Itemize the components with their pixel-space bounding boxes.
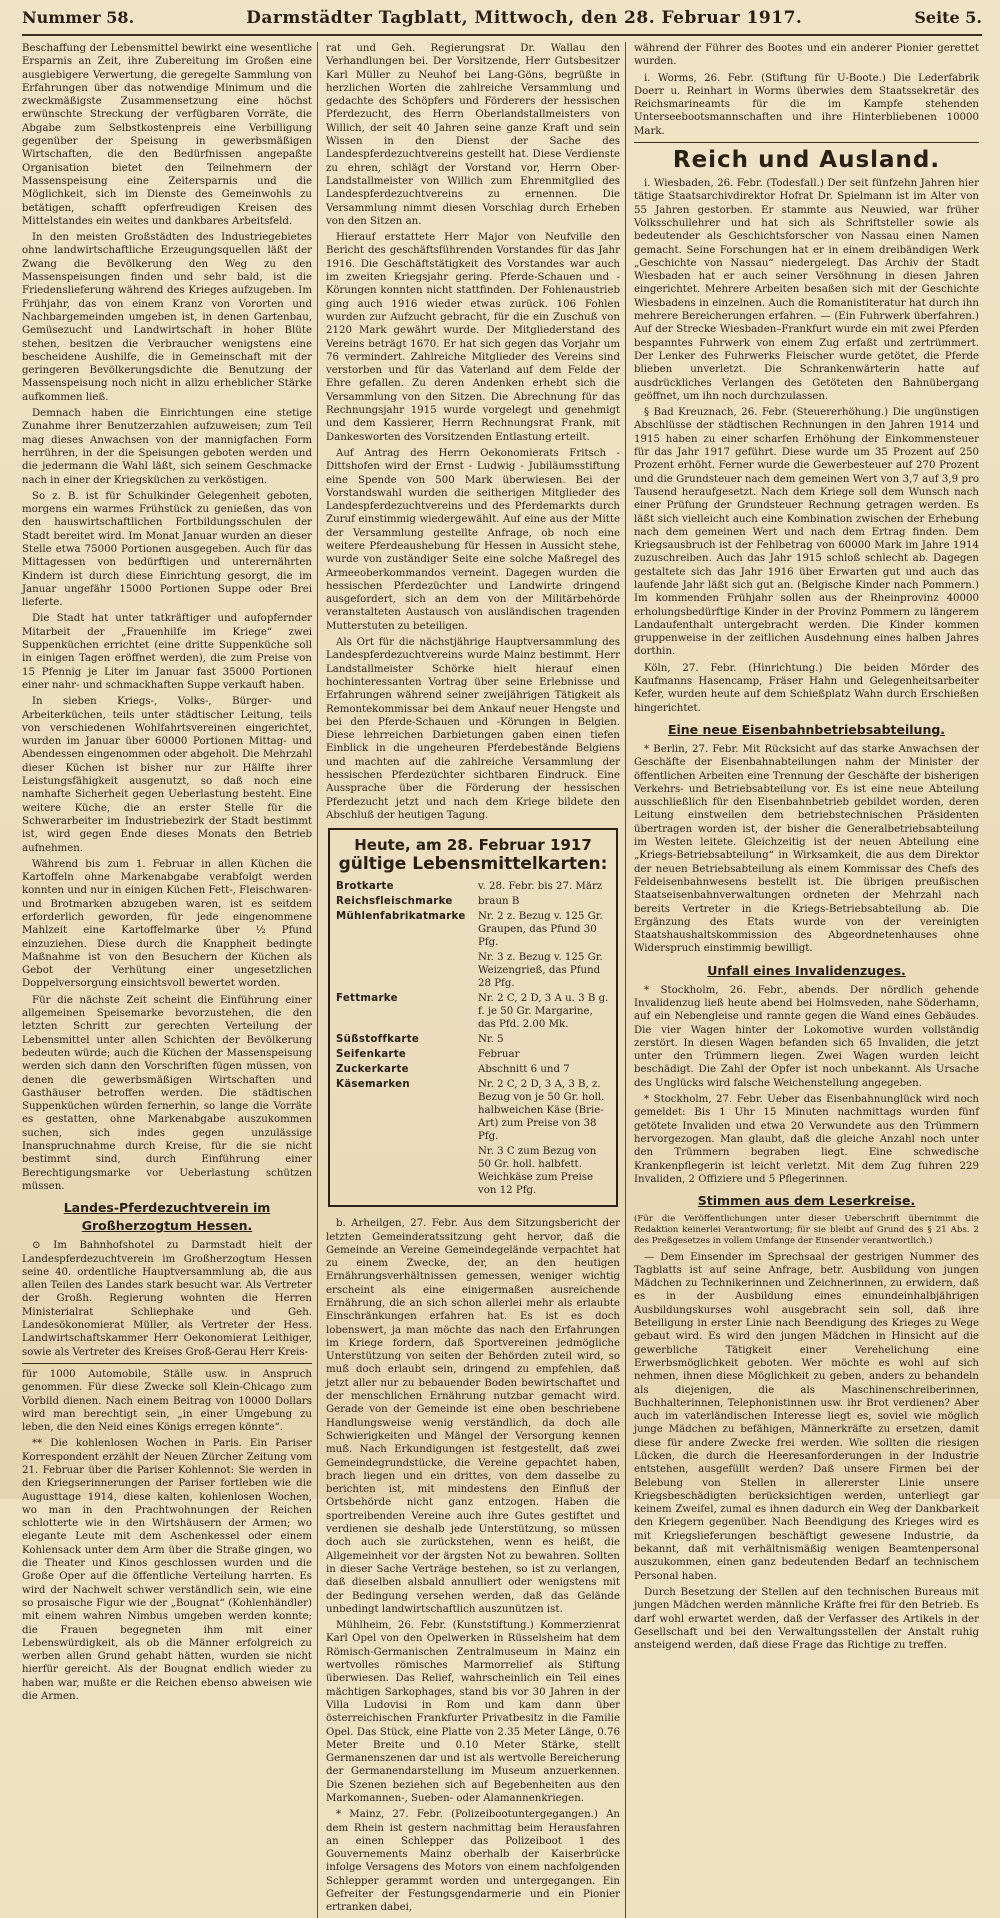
paper-title: Darmstädter Tagblatt, Mittwoch, den 28. Februar 1917. xyxy=(246,8,803,28)
article-paragraph: Beschaffung der Lebensmittel bewirkt eine wesentliche Ersparnis an Zeit, ihre Zubereitung im Großen eine ausgiebigere Verwertung, die geregelte Sammlung von Erfahrungen über das notwendige Minimum und die zweckmäßigste Zusammensetzung eine höchst erwünschte Streckung der verfügbaren Vorräte, die Abgabe zum Selbstkostenpreis eine Verbilligung gegenüber der Speisung in gewerbsmäßigen Wirtschaften, die den Bedürfnissen angepaßte Organisation bietet den Teilnehmern der Massenspeisung eine Zeitersparnis und die Möglichkeit, sich im Dienste des Gemeinwohls zu betätigen, schafft opferfreudigen Kreisen des Mittelstandes ein weites und dankbares Arbeitsfeld. xyxy=(22,43,312,227)
article-paragraph: Hierauf erstattete Herr Major von Neufville den Bericht des geschäftsführenden Vorstandes für das Jahr 1916. Die Geschäftstätigkeit des Vorstandes war auch im zweiten Kriegsjahr gering. Pferde-Schauen und -Körungen konnten nicht stattfinden. Der Fohlenaustrieb ging auch 1916 wieder etwas zurück. 106 Fohlen wurden zur Aufzucht gebracht, für die ein Zuschuß von 2120 Mark gewährt wurde. Der Mitgliederstand des Vereins beträgt 1670. Er hat sich gegen das Vorjahr um 76 vermindert. Zahlreiche Mitglieder des Vereins sind verstorben und für das Vaterland auf dem Felde der Ehre gefallen. Zu deren Andenken erhebt sich die Versammlung von den Sitzen. Die Abrechnung für das Rechnungsjahr 1915 wurde vorgelegt und genehmigt und dem Kassierer, Herrn Rechnungsrat Frank, mit Dankesworten des Vorsitzenden Entlastung erteilt. xyxy=(326,232,620,443)
ration-label xyxy=(336,951,478,990)
article-paragraph: In den meisten Großstädten des Industriegebietes ohne landwirtschaftliche Erzeugungsquellen läßt der Zwang die Bevölkerung den Weg zu den Massenspeisungen finden und sehr bald, ist die Friedenslieferung während des Krieges aufzugeben. Im Frühjahr, das von einem Kranz von Vororten und Nachbargemeinden umgeben ist, in denen Gartenbau, Gemüsezucht und Landwirtschaft in hoher Blüte stehen, besitzen die Verbraucher wenigstens eine bescheidene Aushilfe, die in Gemeinschaft mit der geringeren Bevölkerungsdichte die Benutzung der Massenspeisung noch nicht in allzu erheblicher Stärke aufkommen ließ. xyxy=(22,232,312,403)
article-paragraph: i. Wiesbaden, 26. Febr. (Todesfall.) Der seit fünfzehn Jahren hier tätige Staatsarchivdirektor Hofrat Dr. Spielmann ist im Alter von 55 Jahren gestorben. Er stammte aus Neuwied, war früher Volksschullehrer und hat sich als Schriftsteller sowie als bedeutender als Geschichtsforscher von Nassau einen Namen gemacht. Seine Forschungen hat er in einem dreibändigen Werk „Geschichte von Nassau“ niedergelegt. Das Archiv der Stadt Wiesbaden hat er auch seiner Versöhnung in diesen Jahren eingerichtet. Mehrere Arbeiten besaßen sich mit der Geschichte Wiesbadens in einzelnen. Auch die Romanistiteratur hat durch ihn mehrere Bereicherungen erfahren. — (Ein Fuhrwerk überfahren.) Auf der Strecke Wiesbaden–Frankfurt wurde ein mit zwei Pferden bespanntes Fuhrwerk von einem Zug erfaßt und zertrümmert. Der Lenker des Fuhrwerks Fleischer wurde getötet, die Pferde blieben unverletzt. Die Schrankenwärterin hatte auf ausdrückliches Verlangen des Getöteten den Bahnübergang geöffnet, um ihn noch durchzulassen. xyxy=(634,178,979,402)
ration-label: Zuckerkarte xyxy=(336,1064,409,1076)
article-paragraph: § Bad Kreuznach, 26. Febr. (Steuererhöhung.) Die ungünstigen Abschlüsse der städtischen Rechnungen in den Jahren 1914 und 1915 haben zu einer scharfen Erhöhung der Einkommensteuer für das Jahr 1917 geführt. Diese wurde um 35 Prozent auf 250 Prozent erhöht. Ferner wurde die Gewerbesteuer auf 270 Prozent und die Grundsteuer nach dem gemeinen Wert von 3,7 auf 3,9 pro Tausend heraufgesetzt. Nach dem Kriege soll dem Wunsch nach einer Prüfung der Grundsteuer Rechnung getragen werden. Es läßt sich vielleicht auch eine Kombination zwischen der Erhebung nach dem gemeinen Wert und nach dem Ertrag finden. Dem Kriegsausbruch ist der Fehlbetrag von 60000 Mark im Jahre 1914 zuzuschreiben. Auch das Jahr 1915 schloß schlecht ab. Dagegen gestaltete sich das Jahr 1916 über Erwarten gut und auch das laufende Jahr läßt sich gut an. (Belgische Kinder nach Pommern.) Im kommenden Frühjahr sollen aus der Rheinprovinz 40000 erholungsbedürftige Kinder in der Provinz Pommern zu längerem Landaufenthalt untergebracht werden. Die Kinder kommen gruppenweise in der zeitlichen Ausdehnung eines halben Jahres dorthin. xyxy=(634,407,979,658)
ration-row xyxy=(336,992,610,1031)
divider xyxy=(22,1363,312,1364)
article-paragraph: Als Ort für die nächstjährige Hauptversammlung des Landespferdezuchtvereins wurde Mainz bestimmt. Herr Landstallmeister Schörke hielt hierauf einen hochinteressanten Vortrag über seine Erlebnisse und Erfahrungen während seiner zweijährigen Tätigkeit als Remontekommissar bei dem Ankauf neuer Hengste und bei den Pferde-Schauen und -Körungen in Belgien. Diese lehrreichen Darbietungen gaben einen tiefen Einblick in die ungeheuren Pferdebestände Belgiens und machten auf die zahlreiche Versammlung der hessischen Pferdezüchter sichtbaren Eindruck. Eine Aussprache über die Förderung der hessischen Pferdezucht jetzt und nach dem Kriege bildete den Abschluß der heutigen Tagung. xyxy=(326,637,620,821)
ration-value: Nr. 3 C zum Bezug von 50 Gr. holl. halbfett. Weichkäse zum Preise von 12 Pfg. xyxy=(478,1146,597,1197)
article-paragraph: b. Arheilgen, 27. Febr. Aus dem Sitzungsbericht der letzten Gemeinderatssitzung geht hervor, daß die Gemeinde an Vereine Gemeindegelände verpachtet hat zu einem Zwecke, der, an den heutigen Ernährungsverhältnissen gemessen, weniger wichtig erscheint als eine einigermaßen ausreichende Ernährung, die an sich schon allerlei mehr als erlaubte Einschränkungen erfahren hat. Es ist es doch lobenswert, ja man möchte das nach den Erfahrungen im Kriege fordern, daß Sportvereinen jedmögliche Unterstützung von seiten der Behörden zuteil wird, so muß doch erlaubt sein, dringend zu empfehlen, daß jetzt aller nur zu bebauender Boden bewirtschaftet und der menschlichen Ernährung nutzbar gemacht wird. Gerade von der Gemeinde ist eine oben beschriebene Handlungsweise wenig verständlich, da doch alle Schwierigkeiten und Mängel der Versorgung kennen muß. Nach Erkundigungen ist festgestellt, daß zwei Gemeindegrundstücke, die Vereine gepachtet haben, brach liegen und ein drittes, von dem dasselbe zu berichten ist, mit mindestens den Einfluß der Ortsbehörde nicht ganz entzogen. Haben die sportreibenden Vereine auch ihre Gutes gestiftet und verdienen sie deshalb jede Unterstützung, so müssen doch auch sie zurückstehen, wenn es heißt, die Allgemeinheit vor der ärgsten Not zu bewahren. Sollten in dieser Sache Verträge bestehen, so ist zu verlangen, daß dieselben alsbald annulliert oder wenigstens mit der Bedingung versehen werden, daß das Gelände unbedingt landwirtschaftlich auszunützen ist. xyxy=(326,1218,620,1615)
article-paragraph: Während bis zum 1. Februar in allen Küchen die Kartoffeln ohne Markenabgabe verabfolgt werden konnten und nur in einigen Küchen Fett-, Fleischwaren- und Brotmarken abzugeben waren, ist es seitdem erforderlich geworden, für jede eingenommene Mahlzeit eine Kartoffelmarke über ½ Pfund einzuziehen. Diese durch die Knappheit bedingte Maßnahme ist von den Besuchern der Küchen als Gebot der Verhütung einer ungesetzlichen Doppelversorgung einsichtsvoll bewertet worden. xyxy=(22,858,312,990)
article-paragraph: * Stockholm, 27. Febr. Ueber das Eisenbahnunglück wird noch gemeldet: Bis 1 Uhr 15 Minuten nachmittags wurden fünf getötete Invaliden und etwa 20 Verwundete aus den Trümmern hervorgezogen. Man glaubt, daß die gleiche Anzahl noch unter den Trümmern begraben liegt. Eine schwedische Krankenpflegerin ist leicht verletzt. Mit dem Zug fuhren 229 Invaliden, 2 Offiziere und 5 Pflegerinnen. xyxy=(634,1094,979,1185)
section-heading: Eine neue Eisenbahnbetriebsabteilung. xyxy=(667,721,946,737)
column-1 xyxy=(22,42,318,1918)
ration-value: Nr. 3 z. Bezug v. 125 Gr. Weizengrieß, das Pfund 28 Pfg. xyxy=(478,952,603,990)
column-2 xyxy=(326,42,626,1918)
page-number: Seite 5. xyxy=(914,8,982,27)
article-paragraph: * Stockholm, 26. Febr., abends. Der nördlich gehende Invalidenzug ließ heute abend bei Holmsveden, nahe Söderhamn, auf ein Nebengleise und rannte gegen die Wand eines Gebäudes. Die vier Wagen hinter der Lokomotive wurden vollständig zerstört. In diesen Wagen befanden sich 65 Invaliden, die jetzt unter den Trümmern liegen. Zwei Wagen wurden leicht beschädigt. Die Zahl der Opfer ist noch unbekannt. Als Ursache des Unglücks wird falsche Weichenstellung angegeben. xyxy=(634,984,979,1089)
article-paragraph: Für die nächste Zeit scheint die Einführung einer allgemeinen Speisemarke bevorzustehen, die den letzten Schritt zur gerechten Verteilung der Lebensmittel unter allen Schichten der Bevölkerung bedeuten würde; auch die Küchen der Massenspeisung werden sich dann den Vorschriften fügen müssen, von denen die gewerbsmäßigen Wirtschaften und Gasthäuser betroffen werden. Die städtischen Suppenküchen würden fernerhin, so lange die Vorräte es gestatten, ohne Markenabgabe auszukommen suchen, sich indes gegen unzulässige Inanspruchnahme durch Kreise, für die sie nicht bestimmt sind, durch Einführung einer Berechtigungsmarke vor Ueberlastung schützen müssen. xyxy=(22,994,312,1192)
ration-label: Mühlenfabrikatmarke xyxy=(336,911,466,923)
ration-label: Käsemarken xyxy=(336,1079,410,1091)
ration-date: Heute, am 28. Februar 1917 xyxy=(354,836,592,855)
ration-value: braun B xyxy=(478,896,520,908)
ration-title: gültige Lebensmittelkarten: xyxy=(338,854,608,875)
ration-rows xyxy=(336,880,610,1197)
article-paragraph: rat und Geh. Regierungsrat Dr. Wallau den Verhandlungen bei. Der Vorsitzende, Herr Gutsbesitzer Karl Müller zu Neuhof bei Lang-Göns, begrüßte in herzlichen Worten die zahlreiche Versammlung und gedachte des Schöpfers und Förderers der hessischen Pferdezucht, des Herrn Oberlandstallmeisters von Willich, der seit 40 Jahren seine ganze Kraft und sein Wissen in den Dienst der Sache des Landespferdezuchtvereins gestellt hat. Diese Verdienste zu ehren, schlägt der Vorstand vor, Herrn Ober-Landstallmeister von Willich zum Ehrenmitglied des Landespferdezuchtvereins zu ernennen. Die Versammlung nimmt diesen Vorschlag durch Erheben von den Sitzen an. xyxy=(326,43,620,227)
ration-label: Süßstoffkarte xyxy=(336,1034,420,1046)
editorial-note: (Für die Veröffentlichungen unter dieser Ueberschrift übernimmt die Redaktion keinerlei Verantwortung; für sie bleibt auf Grund des § 21 Abs. 2 des Preßgesetzes in vollem Umfange der Einsender verantwortlich.) xyxy=(634,1214,979,1246)
ration-row xyxy=(336,951,610,990)
article-paragraph: ** Die kohlenlosen Wochen in Paris. Ein Pariser Korrespondent erzählt der Neuen Zürcher Zeitung vom 21. Februar über die Pariser Kohlennot: Sie werden in den Kriegserinnerungen der Pariser fortleben wie die Augusttage 1914, diese kalten, kohlenlosen Wochen, wo man in den Prachtwohnungen der Reichen schlotterte wie in den Wirtshäusern der Armen; wo elegante Leute mit dem Aschenkessel oder einem Kohlensack unter dem Arm über die Straße gingen, wo die Theater und Kinos geschlossen wurden und die Große Oper auf die öffentliche Verteilung harrten. Es wird der Nachwelt schwer verständlich sein, wie eine so prosaische Figur wie der „Bougnat“ (Kohlenhändler) mit einem wahren Nimbus umgeben werden konnte; die Frauen begegneten ihm mit einer Lebenswürdigkeit, als ob die Männer erfolgreich zu werben allen Grund gehabt hätten, wurden sie nicht hierfür gereicht. Als der Bougnat endlich wieder zu haben war, mußte er die Reichen ebenso abweisen wie die Armen. xyxy=(22,1438,312,1703)
article-paragraph: Köln, 27. Febr. (Hinrichtung.) Die beiden Mörder des Kaufmanns Hasencamp, Fräser Hahn und Gelegenheitsarbeiter Kefer, wurden heute auf dem Schießplatz Wahn durch Erschießen hingerichtet. xyxy=(634,662,979,714)
article-paragraph: ⊙ Im Bahnhofshotel zu Darmstadt hielt der Landespferdezuchtverein im Großherzogtum Hessen seine 40. ordentliche Hauptversammlung ab, die aus allen Teilen des Landes stark besucht war. Als Vertreter der Großh. Regierung wohnten die Herren Ministerialrat Schliephake und Geh. Landesökonomierat Müller, als Vertreter der Hess. Landwirtschaftskammer Herr Oekonomierat Leithiger, sowie als Vertreter des Kreises Groß-Gerau Herr Kreis- xyxy=(22,1240,312,1358)
ration-row xyxy=(336,1033,610,1046)
ration-value: Nr. 2 z. Bezug v. 125 Gr. Graupen, das Pfund 30 Pfg. xyxy=(478,911,603,949)
article-paragraph: In sieben Kriegs-, Volks-, Bürger- und Arbeiterküchen, teils unter städtischer Leitung, teils von verschiedenen Wohlfahrtsvereinen eingerichtet, wurden im Januar über 60000 Portionen Mittag- und Abendessen eingenommen oder abgeholt. Die Mehrzahl dieser Küchen ist bisher nur zur Hälfte ihrer Leistungsfähigkeit ausgenutzt, so daß noch eine namhafte Sicherheit gegen Ueberlastung besteht. Eine weitere Küche, die an erster Stelle für die Schwerarbeiter im Industriebezirk der Stadt bestimmt ist, wird gegen Ende dieses Monats den Betrieb aufnehmen. xyxy=(22,696,312,854)
ration-value: Nr. 2 C, 2 D, 3 A, 3 B, z. Bezug von je 50 Gr. holl. halbweichen Käse (Brie-Art) zum Preise von 38 Pfg. xyxy=(478,1079,605,1143)
ration-label: Reichsfleischmarke xyxy=(336,896,453,908)
ration-value: Nr. 2 C, 2 D, 3 A u. 3 B g. f. je 50 Gr. Margarine, das Pfd. 2.00 Mk. xyxy=(478,993,609,1031)
section-heading: Landes-Pferdezuchtverein im Großherzogtum Hessen. xyxy=(63,1200,271,1234)
ration-value: Februar xyxy=(478,1049,520,1061)
ration-row xyxy=(336,1145,610,1197)
article-paragraph: Die Stadt hat unter tatkräftiger und aufopfernder Mitarbeit der „Frauenhilfe im Kriege“ zwei Suppenküchen errichtet (eine dritte Suppenküche soll in einigen Tagen eröffnet werden), die zum Preise von 15 Pfennig je Liter im Januar fast 35000 Portionen einer nahr- und schmackhaften Suppe verkauft haben. xyxy=(22,613,312,691)
issue-number: Nummer 58. xyxy=(22,8,135,27)
ration-cards-box xyxy=(328,828,618,1207)
article-paragraph: * Berlin, 27. Febr. Mit Rücksicht auf das starke Anwachsen der Geschäfte der Eisenbahnabteilungen nahm der Minister der öffentlichen Arbeiten eine Trennung der Geschäfte der bisherigen Verkehrs- und Betriebsabteilung vor. Es ist eine neue Abteilung ausschließlich für den Eisenbahnbetrieb gebildet worden, deren Leitung einstweilen dem betriebstechnischen Präsidenten übertragen worden ist, der bisher die Generalbetriebsabteilung im Westen leitete. Gleichzeitig ist der neuen Abteilung eine „Kriegs-Betriebsabteilung“ in Wirksamkeit, die aus dem Direktor der neuen Betriebsabteilung als einem Kommissar des Chefs des Feldeisenbahnwesens bestellt ist. Die übrigen preußischen Staatseisenbahnverwaltungen ordneten der Mehrzahl nach bereits Vertreter in die Kriegs-Betriebsabteilung ab. Die Ergänzung des Etats wurde von der vereinigten Staatshaushaltskommission des Abgeordnetenhauses ohne Widerspruch einstimmig bewilligt. xyxy=(634,743,979,955)
ration-label: Brotkarte xyxy=(336,881,394,893)
ration-label: Seifenkarte xyxy=(336,1049,407,1061)
ration-row xyxy=(336,895,610,908)
article-paragraph: Auf Antrag des Herrn Oekonomierats Fritsch - Dittshofen wird der Ernst - Ludwig - Jubiläumsstiftung eine Spende von 500 Mark überwiesen. Bei der Vorstandswahl wurden die seitherigen Mitglieder des Landespferdezuchtvereins und des Pferdemarkts durch Zuruf einstimmig wiedergewählt. Auf eine aus der Mitte der Versammlung gestellte Anfrage, ob noch eine weitere Pferdeaushebung für Hessen in Aussicht stehe, wurde von zuständiger Seite eine solche Maßregel des Armeeoberkommandos verneint. Dagegen wurden die hessischen Pferdezüchter und Landwirte dringend ausgefordert, sich an dem von der Militärbehörde veranstalteten Austausch von ausländischen tragenden Mutterstuten zu beteiligen. xyxy=(326,447,620,632)
ration-value: Nr. 5 xyxy=(478,1034,504,1046)
columns xyxy=(22,42,982,1914)
article-paragraph: — Dem Einsender im Sprechsaal der gestrigen Nummer des Tagblatts ist auf seine Anfrage, betr. Ausbildung von jungen Mädchen zu Technikerinnen und Zeichnerinnen, zu erwidern, daß es in der Ausbildung eines einundeinhalbjährigen Ausbildungskurses wohl ausgebracht sein soll, daß ihre Beteiligung in erster Linie nach Beendigung des Krieges zu Wege gebaut wird. Es wird den jungen Mädchen in Hinsicht auf die gewerbliche Tätigkeit einer Verehelichung eine Erwerbsmöglichkeit geboten. Wer möchte es wohl auf sich nehmen, ihnen diese Möglichkeit zu geben, anders zu behandeln als diejenigen, die als Maschinenschreiberinnen, Buchhalterinnen, Telephonistinnen usw. ihr Brot verdienen? Aber auch im vaterländischen Interesse liegt es, soviel wie möglich junge Mädchen zu befähigen, Männerkräfte zu ersetzen, damit diese für andere Zwecke frei werden. Wie sollten die riesigen Lücken, die durch die Heeresanforderungen in der Industrie entstehen, ausgefüllt werden? Daß unsere Firmen bei der Belebung von Stellen in allererster Linie unsere Kriegsbeschädigten berücksichtigen werden, unterliegt gar keinem Zweifel, zumal es ihnen dadurch ein Weg der Dankbarkeit den Kriegern gegenüber. Nach Beendigung des Krieges wird es mit Kriegslieferungen beschäftigt gewesene Industrie, da bekannt, daß mit verhältnismäßig wenigen Beamtenpersonal auszukommen, einen ganz bedeutenden Bedarf an technischem Personal haben. xyxy=(634,1251,979,1582)
ration-row xyxy=(336,1063,610,1076)
ration-row xyxy=(336,910,610,949)
article-paragraph: während der Führer des Bootes und ein anderer Pionier gerettet wurden. xyxy=(634,43,979,68)
divider xyxy=(634,142,979,143)
article-paragraph: Demnach haben die Einrichtungen eine stetige Zunahme ihrer Benutzerzahlen aufzuweisen; zum Teil mag dieses Anwachsen von der mannigfachen Form herrühren, in der die Speisungen geboten werden und die jedermann die Wahl läßt, sich seinem Geschmacke nach in einer der Kriegsküchen zu verköstigen. xyxy=(22,408,312,486)
article-paragraph: für 1000 Automobile, Ställe usw. in Anspruch genommen. Für diese Zwecke soll Klein-Chicago zum Vorbild dienen. Nach einem Beitrag von 10000 Dollars wird man berechtigt sein, „in einer Umgebung zu leben, die den Neid eines Königs erregen könnte“. xyxy=(22,1368,312,1434)
ration-label xyxy=(336,1145,478,1197)
section-heading: Stimmen aus dem Leserkreise. xyxy=(697,1193,916,1209)
masthead xyxy=(22,8,982,36)
ration-value: Abschnitt 6 und 7 xyxy=(478,1064,570,1076)
article-paragraph: i. Worms, 26. Febr. (Stiftung für U-Boote.) Die Lederfabrik Doerr u. Reinhart in Worms überwies dem Staatssekretär des Reichsmarineamts für die im Kampfe stehenden Unterseebootsmannschaften und ihre Hinterbliebenen 10000 Mark. xyxy=(634,72,979,137)
article-paragraph: Durch Besetzung der Stellen auf den technischen Bureaus mit jungen Mädchen werden männliche Kräfte frei für den Betrieb. Es darf wohl erwartet werden, daß der Verfasser des Artikels in der Gesellschaft und bei den Verwaltungsstellen der Anstalt ruhig ansteigend werden, daß diese Frage das Richtige zu treffen. xyxy=(634,1586,979,1652)
column-3 xyxy=(634,42,984,1918)
section-heading-reich: Reich und Ausland. xyxy=(672,147,941,174)
article-paragraph: * Mainz, 27. Febr. (Polizeibootuntergegangen.) An dem Rhein ist gestern nachmittag beim Herausfahren an einen Schlepper das Polizeiboot 1 des Gouvernements Mainz oberhalb der Kaiserbrücke infolge Versagens des Motors von einem nachfolgenden Schlepper gerammt worden und untergegangen. Ein Gefreiter der Festungsgendarmerie und ein Pionier ertranken dabei, xyxy=(326,1809,620,1914)
ration-row xyxy=(336,1078,610,1143)
article-paragraph: So z. B. ist für Schulkinder Gelegenheit geboten, morgens ein warmes Frühstück zu genießen, das von den hauswirtschaftlichen Fortbildungsschulen der Stadt bereitet wird. Im Monat Januar wurden an dieser Stelle etwa 75000 Portionen ausgegeben. Auch für das Mittagessen von bedürftigen und unterernährten Kindern ist durch diese Einrichtung gesorgt, die im Januar ungefähr 15000 Portionen Suppe oder Brei lieferte. xyxy=(22,490,312,609)
section-heading: Unfall eines Invalidenzuges. xyxy=(707,962,906,978)
ration-value: v. 28. Febr. bis 27. März xyxy=(478,881,603,893)
ration-row xyxy=(336,1048,610,1061)
ration-row xyxy=(336,880,610,893)
ration-label: Fettmarke xyxy=(336,993,398,1005)
article-paragraph: Mühlheim, 26. Febr. (Kunststiftung.) Kommerzienrat Karl Opel von den Opelwerken in Rüsselsheim hat dem Römisch-Germanischen Zentralmuseum in Mainz ein wertvolles römisches Marmorrelief als Stiftung überwiesen. Das Relief, wahrscheinlich ein Teil eines mächtigen Sarkophages, stand bis vor 30 Jahren in der Villa Ludovisi in Rom und kam dann über österreichischen Frankfurter Privatbesitz in die Familie Opel. Das Stück, eine Platte von 2.35 Meter Länge, 0.76 Meter Breite und 0.10 Meter Stärke, stellt Germanenszenen dar und ist als wertvolle Bereicherung der Germanendarstellung im Museum anzuerkennen. Die Szenen beziehen sich auf Begebenheiten aus den Markomannen-, Sueben- oder Alamannenkriegen. xyxy=(326,1620,620,1804)
